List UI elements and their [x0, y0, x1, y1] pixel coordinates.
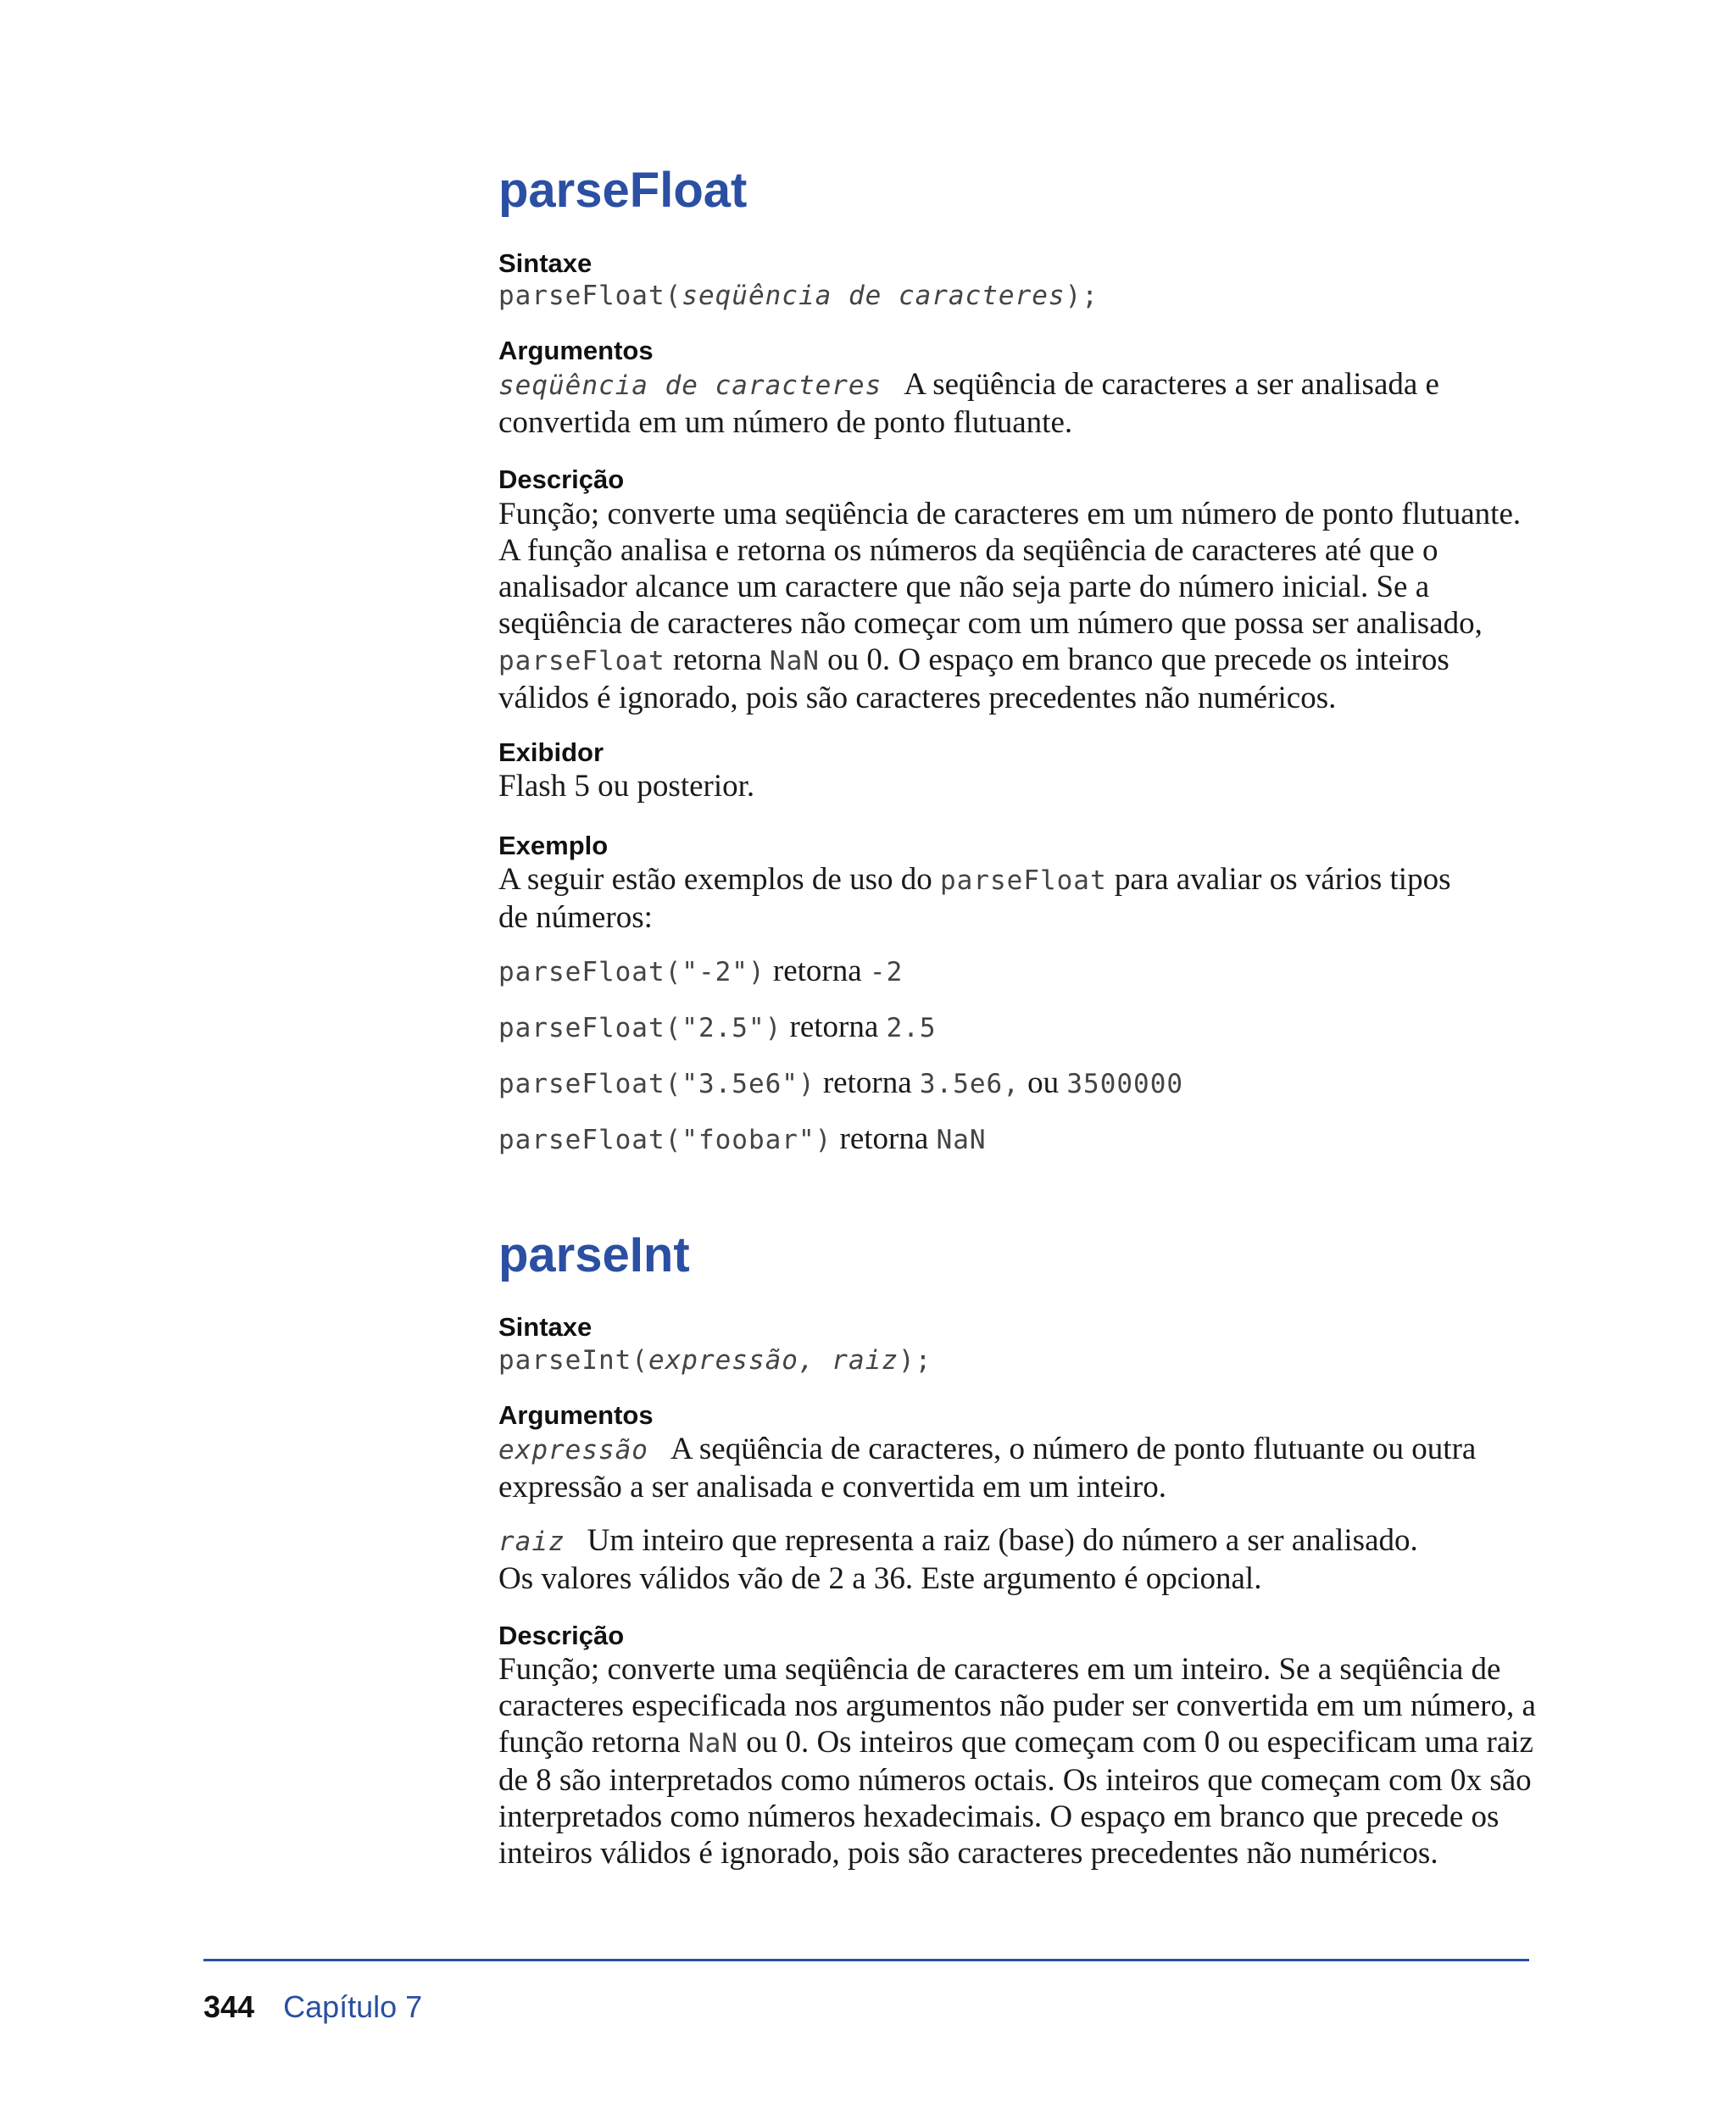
description-line: inteiros válidos é ignorado, pois são caracteres precedentes não numéricos. [498, 1836, 1438, 1871]
syntax-code [498, 1341, 1543, 1379]
syntax-label: Sintaxe [498, 1312, 593, 1342]
argument-name: raiz [498, 1527, 565, 1557]
argument-text: convertida em um número de ponto flutuante. [498, 405, 1073, 440]
example-word: retorna [765, 954, 870, 988]
description-line: A função analisa e retorna os números da seqüência de caracteres até que o [498, 533, 1438, 568]
description-paragraph [498, 1651, 1543, 1872]
syntax-code [498, 276, 1543, 314]
arguments-label: Argumentos [498, 1400, 654, 1430]
inline-text: retorna [665, 642, 770, 677]
syntax-arg: seqüência de caracteres [682, 281, 1066, 311]
example-intro [498, 861, 1543, 936]
example-word: ou [1019, 1065, 1067, 1100]
example-result: 3.5e6, [919, 1069, 1020, 1099]
argument-description [498, 366, 1543, 441]
section-title-parsefloat: parseFloat [498, 163, 748, 218]
page-footer [203, 1989, 423, 2024]
example-word: retorna [815, 1065, 920, 1100]
inline-text: de números: [498, 900, 653, 935]
chapter-label: Capítulo 7 [283, 1989, 423, 2024]
syntax-end: ); [898, 1345, 932, 1376]
argument-name: expressão [498, 1435, 648, 1466]
page-number: 344 [203, 1989, 255, 2024]
player-label: Exibidor [498, 737, 604, 767]
player-text: Flash 5 ou posterior. [498, 769, 755, 804]
inline-text: A seguir estão exemplos de uso do [498, 862, 940, 897]
argument-text: A seqüência de caracteres, o número de ponto flutuante ou outra [670, 1432, 1477, 1466]
argument-name: seqüência de caracteres [498, 370, 882, 401]
example-result: NaN [936, 1125, 987, 1155]
description-line [498, 642, 1543, 680]
description-paragraph [498, 496, 1543, 716]
example-call: parseFloat("foobar") [498, 1125, 832, 1155]
description-label: Descrição [498, 464, 625, 494]
example-line [498, 1121, 1543, 1159]
example-result: 2.5 [886, 1013, 937, 1043]
description-line [498, 1724, 1543, 1762]
argument-description [498, 1522, 1543, 1597]
inline-code: NaN [687, 1728, 738, 1759]
syntax-fn: parseFloat( [498, 281, 682, 311]
argument-text: Um inteiro que representa a raiz (base) do número a ser analisado. [587, 1523, 1418, 1558]
description-line: de 8 são interpretados como números octais. Os inteiros que começam com 0x são [498, 1763, 1532, 1798]
section-title-parseint: parseInt [498, 1227, 690, 1282]
description-line: interpretados como números hexadecimais. O espaço em branco que precede os [498, 1799, 1500, 1834]
syntax-arg: expressão, raiz [648, 1345, 899, 1376]
inline-code: NaN [769, 646, 820, 676]
example-call: parseFloat("3.5e6") [498, 1069, 815, 1099]
inline-code: parseFloat [498, 646, 665, 676]
example-line [498, 1065, 1543, 1103]
syntax-end: ); [1065, 281, 1099, 311]
description-line: válidos é ignorado, pois são caracteres precedentes não numéricos. [498, 681, 1337, 715]
example-call: parseFloat("-2") [498, 957, 765, 987]
footer-rule [203, 1959, 1529, 1961]
example-line [498, 1009, 1543, 1047]
syntax-label: Sintaxe [498, 248, 593, 278]
example-word: retorna [782, 1009, 887, 1044]
argument-text: Os valores válidos vão de 2 a 36. Este argumento é opcional. [498, 1561, 1262, 1596]
arguments-label: Argumentos [498, 336, 654, 365]
example-label: Exemplo [498, 831, 609, 860]
inline-code: parseFloat [940, 865, 1107, 896]
inline-text: ou 0. Os inteiros que começam com 0 ou especificam uma raiz [737, 1725, 1533, 1760]
example-word: retorna [832, 1121, 937, 1156]
description-line: caracteres especificada nos argumentos não puder ser convertida em um número, a [498, 1688, 1536, 1723]
example-result: 3500000 [1066, 1069, 1184, 1099]
description-line: seqüência de caracteres não começar com um número que possa ser analisado, [498, 606, 1483, 641]
description-line: analisador alcance um caractere que não seja parte do número inicial. Se a [498, 570, 1430, 604]
inline-text: para avaliar os vários tipos [1106, 862, 1451, 897]
example-result: -2 [869, 957, 904, 987]
argument-text: A seqüência de caracteres a ser analisada e [904, 367, 1439, 402]
description-label: Descrição [498, 1621, 625, 1650]
inline-text: ou 0. O espaço em branco que precede os inteiros [819, 642, 1449, 677]
argument-text: expressão a ser analisada e convertida em um inteiro. [498, 1470, 1166, 1504]
example-call: parseFloat("2.5") [498, 1013, 782, 1043]
example-line [498, 953, 1543, 991]
description-line: Função; converte uma seqüência de caracteres em um inteiro. Se a seqüência de [498, 1652, 1501, 1687]
argument-description [498, 1431, 1543, 1505]
description-line: Função; converte uma seqüência de caracteres em um número de ponto flutuante. [498, 497, 1522, 531]
syntax-fn: parseInt( [498, 1345, 648, 1376]
inline-text: função retorna [498, 1725, 688, 1760]
